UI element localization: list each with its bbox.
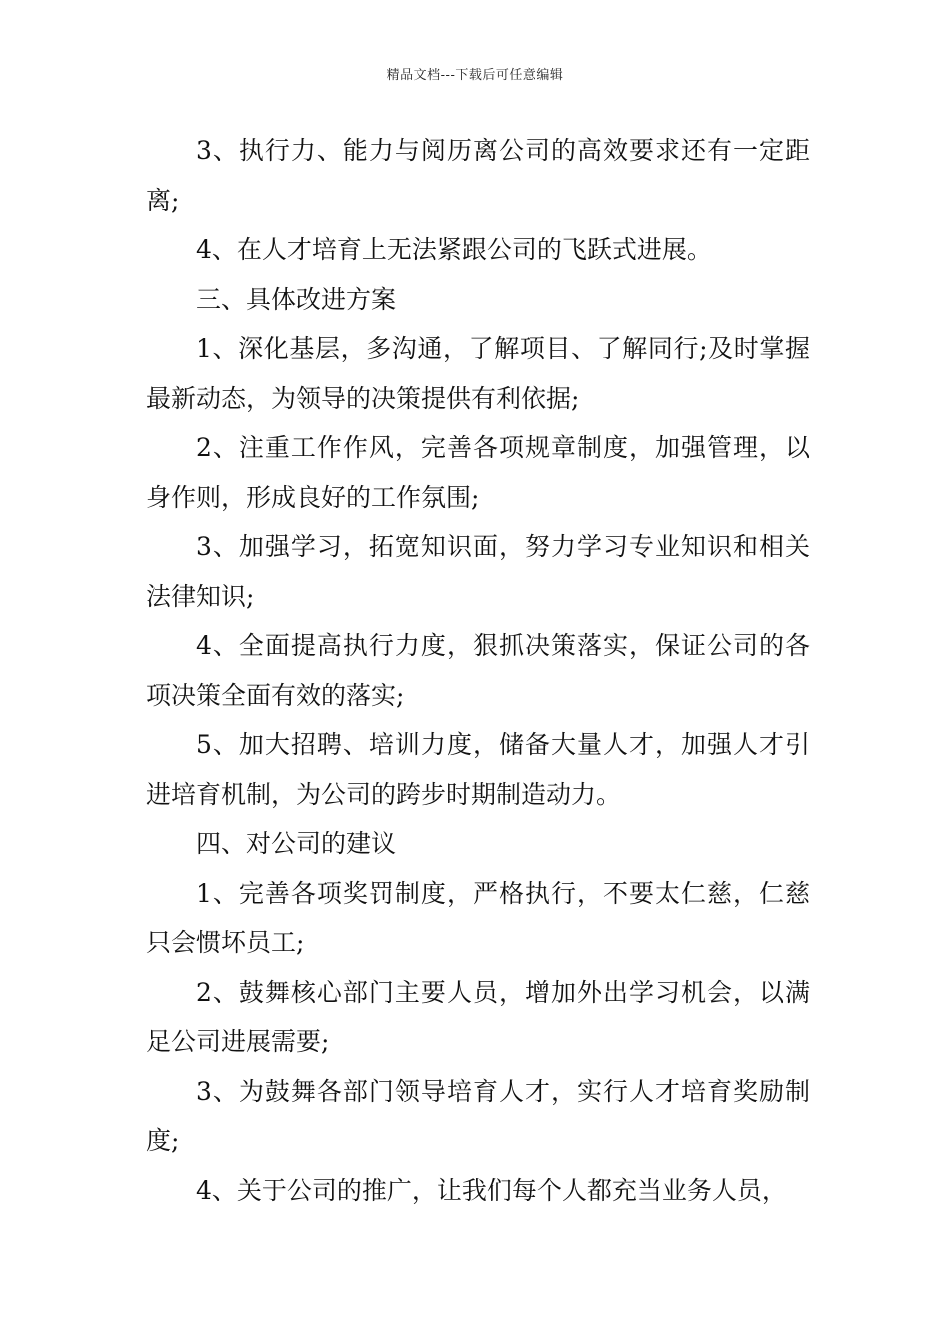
paragraph-5: 2、注重工作作风，完善各项规章制度，加强管理，以身作则，形成良好的工作氛围; [146, 433, 810, 512]
paragraph-11: 2、鼓舞核心部门主要人员，增加外出学习机会，以满足公司进展需要; [146, 977, 810, 1056]
paragraph-13: 4、关于公司的推广，让我们每个人都充当业务人员， [196, 1175, 787, 1205]
paragraph-7: 4、全面提高执行力度，狠抓决策落实，保证公司的各项决策全面有效的落实; [146, 631, 810, 710]
page-header: 精品文档---下载后可任意编辑 [386, 68, 564, 83]
section-heading-4: 四、对公司的建议 [196, 829, 397, 858]
paragraph-1: 3、执行力、能力与阅历离公司的高效要求还有一定距离; [146, 136, 810, 215]
section-heading-3: 三、具体改进方案 [196, 284, 397, 314]
document-body [146, 126, 810, 1215]
paragraph-4: 1、深化基层，多沟通，了解项目、了解同行;及时掌握最新动态，为领导的决策提供有利依据; [146, 334, 810, 413]
paragraph-6: 3、加强学习，拓宽知识面，努力学习专业知识和相关法律知识; [146, 532, 810, 611]
paragraph-8: 5、加大招聘、培训力度，储备大量人才，加强人才引进培育机制，为公司的跨步时期制造动力。 [146, 730, 810, 809]
paragraph-10: 1、完善各项奖罚制度，严格执行，不要太仁慈，仁慈只会惯坏员工; [146, 878, 810, 957]
paragraph-12: 3、为鼓舞各部门领导培育人才，实行人才培育奖励制度; [146, 1076, 810, 1155]
paragraph-2: 4、在人才培育上无法紧跟公司的飞跃式进展。 [196, 235, 712, 264]
